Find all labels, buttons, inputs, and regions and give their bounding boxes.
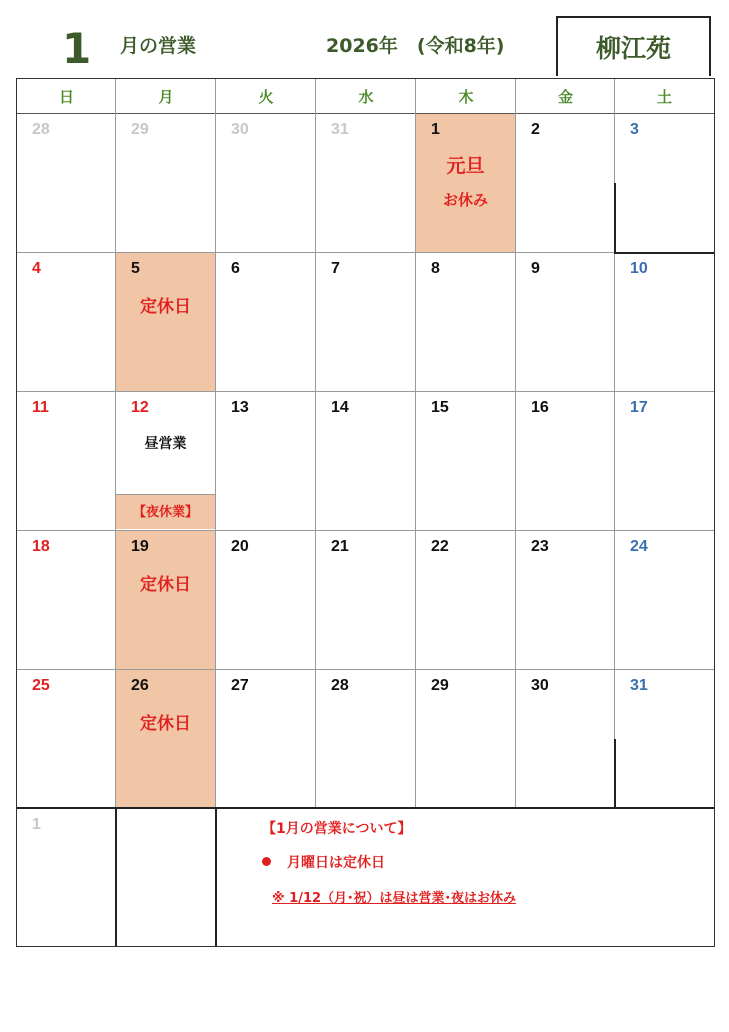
- weekday-row: [17, 79, 714, 114]
- day-number: 25: [32, 677, 50, 694]
- day-cell: [615, 113, 714, 252]
- day-cell: [416, 530, 515, 669]
- day-cell: [316, 113, 415, 252]
- weekday-thu: 木: [458, 87, 474, 106]
- day-number: 14: [331, 399, 349, 416]
- closed-label: お休み: [442, 191, 488, 209]
- day-number: 28: [331, 677, 349, 694]
- day-number: 9: [531, 260, 540, 277]
- day-cell: [316, 391, 415, 530]
- day-number: 28: [32, 121, 50, 138]
- day-number: 19: [131, 538, 149, 555]
- day-number: 20: [231, 538, 249, 555]
- holiday-label: 元旦: [446, 155, 485, 177]
- day-cell: [615, 669, 714, 808]
- info-title: 【1月の営業について】: [262, 821, 412, 837]
- day-number: 31: [331, 121, 349, 138]
- day-number: 3: [630, 121, 639, 138]
- weekday-sat: 土: [656, 87, 672, 106]
- day-number: 29: [131, 121, 149, 138]
- day-cell: [516, 669, 615, 808]
- weekday-sun: 日: [58, 87, 74, 106]
- day-cell: [116, 391, 215, 530]
- day-cell: [216, 252, 315, 391]
- day-cell: [17, 252, 116, 391]
- day-number: 29: [431, 677, 449, 694]
- day-cell: [416, 113, 515, 252]
- day-cell: [316, 530, 415, 669]
- day-cell: [516, 113, 615, 252]
- day-cell: [316, 669, 415, 808]
- shop-name: 柳江苑: [556, 16, 711, 76]
- day-cell: [216, 113, 315, 252]
- info-bullet-text: 月曜日は定休日: [287, 855, 385, 871]
- night-closed-label: 【夜休業】: [132, 505, 198, 520]
- day-cell: [516, 391, 615, 530]
- day-number: 23: [531, 538, 549, 555]
- day-number: 31: [630, 677, 648, 694]
- day-number: 1: [431, 121, 440, 138]
- day-cell: [116, 530, 215, 669]
- day-number: 30: [231, 121, 249, 138]
- day-number: 5: [131, 260, 140, 277]
- day-cell: [116, 252, 215, 391]
- day-cell: [17, 530, 116, 669]
- day-number: 7: [331, 260, 340, 277]
- day-cell: [416, 669, 515, 808]
- day-number: 30: [531, 677, 549, 694]
- day-number: 22: [431, 538, 449, 555]
- day-number: 27: [231, 677, 249, 694]
- day-number: 12: [131, 399, 149, 416]
- day-number: 15: [431, 399, 449, 416]
- regular-holiday-label: 定休日: [140, 575, 191, 595]
- day-cell: [615, 252, 714, 391]
- bullet-dot-icon: [262, 857, 271, 866]
- day-number: 6: [231, 260, 240, 277]
- day-cell: [17, 113, 116, 252]
- day-cell: [17, 391, 116, 530]
- day-number: 4: [32, 260, 41, 277]
- day-number: 10: [630, 260, 648, 277]
- day-cell: [216, 391, 315, 530]
- day-number: 17: [630, 399, 648, 416]
- day-number: 1: [32, 816, 41, 833]
- day-cell: [116, 113, 215, 252]
- info-bullet: [262, 852, 385, 872]
- day-cell: [116, 669, 215, 808]
- calendar-grid: [16, 78, 715, 947]
- day-cell: [416, 252, 515, 391]
- day-cell: [416, 391, 515, 530]
- day-cell: [216, 530, 315, 669]
- month-number: 1: [62, 24, 92, 73]
- day-number: 8: [431, 260, 440, 277]
- weekday-fri: 金: [557, 87, 573, 106]
- regular-holiday-label: 定休日: [140, 297, 191, 317]
- day-cell: [516, 252, 615, 391]
- day-cell: [615, 391, 714, 530]
- day-cell: [615, 530, 714, 669]
- lunch-open-label: 昼営業: [144, 436, 187, 452]
- day-number: 13: [231, 399, 249, 416]
- day-number: 2: [531, 121, 540, 138]
- info-note: ※ 1/12（月･祝）は昼は営業･夜はお休み: [272, 891, 517, 906]
- weekday-mon: 月: [158, 87, 174, 106]
- day-cell: [316, 252, 415, 391]
- month-label: 月の営業: [120, 35, 197, 57]
- year-label: 2026年 (令和8年): [326, 35, 505, 57]
- regular-holiday-label: 定休日: [140, 714, 191, 734]
- day-cell: [216, 669, 315, 808]
- day-number: 21: [331, 538, 349, 555]
- day-cell: [17, 669, 116, 808]
- grid-line: [215, 808, 217, 946]
- calendar-header: [0, 0, 729, 78]
- day-number: 24: [630, 538, 648, 555]
- day-number: 11: [32, 399, 49, 416]
- day-number: 18: [32, 538, 50, 555]
- day-number: 16: [531, 399, 549, 416]
- weekday-tue: 火: [258, 87, 274, 106]
- day-cell: [516, 530, 615, 669]
- day-cell: [17, 808, 116, 946]
- weekday-wed: 水: [358, 87, 374, 106]
- day-number: 26: [131, 677, 149, 694]
